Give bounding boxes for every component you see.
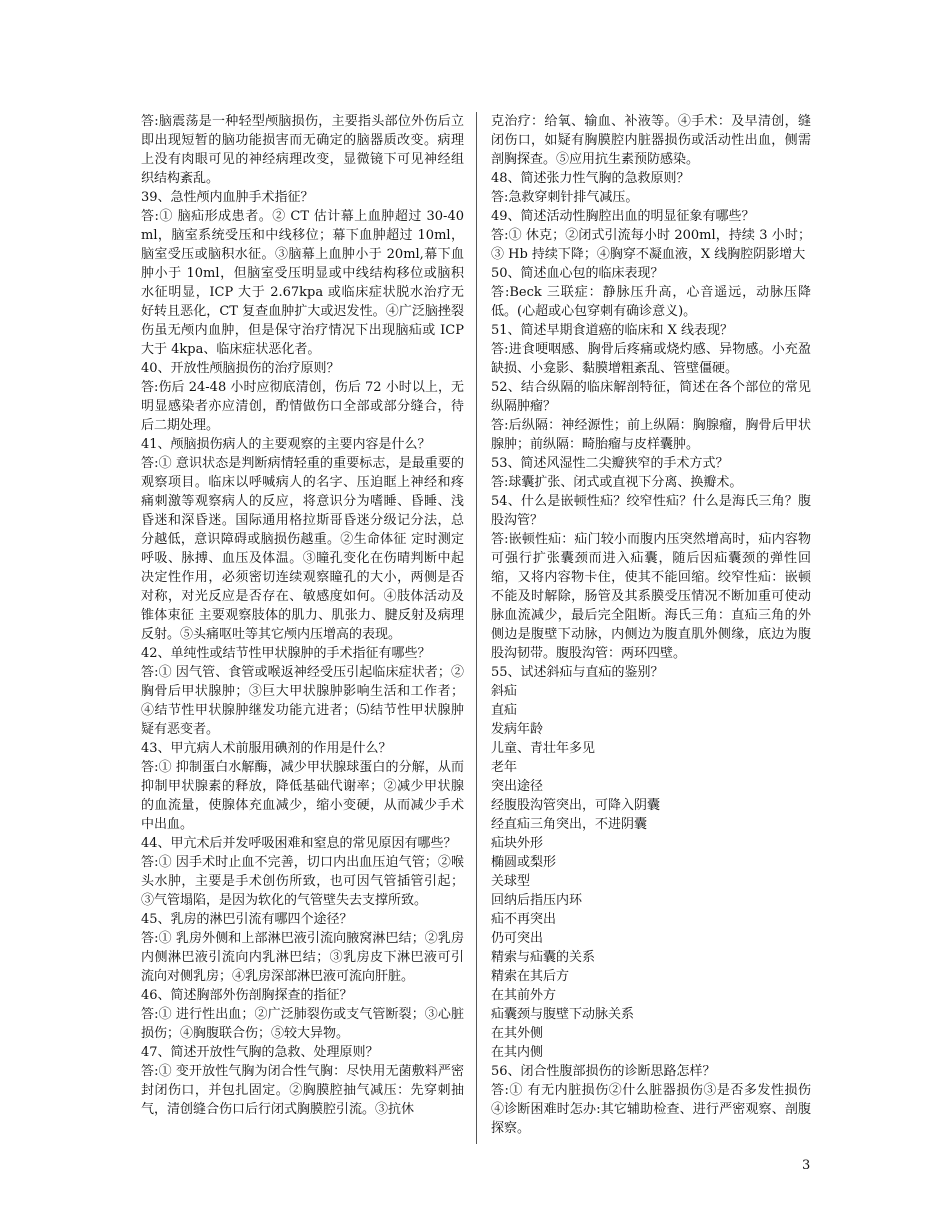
paragraph: 回纳后指压内环: [491, 893, 583, 908]
paragraph: 45、乳房的淋巴引流有哪四个途径？: [141, 912, 353, 927]
paragraph: 答:急救穿刺针排气减压。: [491, 190, 639, 205]
paragraph: 答:嵌顿性疝：疝门较小而腹内压突然增高时，疝内容物可强行扩张囊颈而进入疝囊，随后因疝囊颈的弹性回缩，又将内容物卡住，使其不能回缩。绞窄性疝：嵌顿不能及时解除，肠管及其系膜受压情况不断加重可使动脉血流减少，最后完全阻断。海氏三角：直疝三角的外侧边是腹壁下动脉，内侧边为腹直肌外侧缘，底边为腹股沟韧带。腹股沟管：两环四壁。: [491, 532, 811, 661]
paragraph: 49、简述活动性胸腔出血的明显征象有哪些？: [491, 209, 755, 224]
paragraph: 突出途径: [491, 779, 544, 794]
paragraph: 46、简述胸部外伤剖胸探查的指征？: [141, 988, 353, 1003]
paragraph: 39、急性颅内血肿手术指征？: [141, 190, 314, 205]
paragraph: 答:Beck 三联症：静脉压升高，心音遥远，动脉压降低。(心超或心包穿刺有确诊意义)。: [491, 285, 811, 319]
paragraph: 52、结合纵隔的临床解剖特征，简述在各个部位的常见纵隔肿瘤？: [491, 380, 811, 414]
paragraph: 答:① 变开放性气胸为闭合性气胸：尽快用无菌敷料严密封闭伤口，并包扎固定。②胸膜腔抽气减压：先穿刺抽气，清创缝合伤口后行闭式胸膜腔引流。③抗休: [141, 1064, 464, 1117]
paragraph: 精索与疝囊的关系: [491, 950, 596, 965]
paragraph: 40、开放性颅脑损伤的治疗原则？: [141, 361, 340, 376]
paragraph: 47、简述开放性气胸的急救、处理原则？: [141, 1045, 379, 1060]
paragraph: 关球型: [491, 874, 531, 889]
paragraph: 答:球囊扩张、闭式或直视下分离、换瓣术。: [491, 475, 743, 490]
paragraph: 答:① 抑制蛋白水解酶，减少甲状腺球蛋白的分解，从而抑制甲状腺素的释放，降低基础代谢率；②减少甲状腺的血流量，使腺体充血减少，缩小变硬，从而减少手术中出血。: [141, 760, 464, 832]
paragraph: 疝囊颈与腹壁下动脉关系: [491, 1007, 635, 1022]
paragraph: 答:① 进行性出血；②广泛肺裂伤或支气管断裂；③心脏损伤；④胸腹联合伤；⑤较大异物。: [141, 1007, 464, 1041]
paragraph: 55、试述斜疝与直疝的鉴别？: [491, 665, 664, 680]
paragraph: 50、简述血心包的临床表现？: [491, 266, 664, 281]
paragraph: 51、简述早期食道癌的临床和 X 线表现？: [491, 323, 734, 338]
column-divider: [476, 112, 477, 1144]
paragraph: 41、颅脑损伤病人的主要观察的主要内容是什么？: [141, 437, 431, 452]
paragraph: 43、甲亢病人术前服用碘剂的作用是什么？: [141, 741, 392, 756]
paragraph: 答:① 乳房外侧和上部淋巴液引流向腋窝淋巴结；②乳房内侧淋巴液引流向内乳淋巴结；③乳房皮下淋巴液可引流向对侧乳房；④乳房深部淋巴液可流向肝脏。: [141, 931, 464, 984]
paragraph: 答:① 因手术时止血不完善，切口内出血压迫气管；②喉头水肿，主要是手术创伤所致，也可因气管插管引起；③气管塌陷，是因为软化的气管壁失去支撑所致。: [141, 855, 464, 908]
paragraph: 椭圆或梨形: [491, 855, 557, 870]
paragraph: 答:① 有无内脏损伤②什么脏器损伤③是否多发性损伤④诊断困难时怎办:其它辅助检查、进行严密观察、剖腹探察。: [491, 1083, 811, 1136]
left-column: [141, 112, 464, 1119]
paragraph: 克治疗：给氧、输血、补液等。④手术：及早清创，缝闭伤口，如疑有胸膜腔内脏器损伤或活动性出血，侧需剖胸探查。⑤应用抗生素预防感染。: [491, 114, 811, 167]
paragraph: 经直疝三角突出，不进阴囊: [491, 817, 648, 832]
paragraph: 疝块外形: [491, 836, 544, 851]
paragraph: 答:① 脑疝形成患者。② CT 估计幕上血肿超过 30-40ml，脑室系统受压和中线移位；幕下血肿超过 10ml，脑室受压或脑积水征。③脑幕上血肿小于 20ml,幕下血肿小于 10ml，但脑室受压明显或中线结构移位或脑积水征明显，ICP 大于 2.67kpa 或临床症状脱水治疗无好转且恶化，CT 复查血肿扩大或迟发性。④广泛脑挫裂伤虽无颅内血肿，但是保守治疗情况下出现脑疝或 ICP 大于 4kpa、临床症状恶化者。: [141, 209, 464, 357]
paragraph: 在其内侧: [491, 1045, 544, 1060]
paragraph: 答:① 休克；②闭式引流每小时 200ml，持续 3 小时；③ Hb 持续下降；④胸穿不凝血液，X 线胸腔阴影增大: [491, 228, 811, 262]
paragraph: 答:① 因气管、食管或喉返神经受压引起临床症状者；②胸骨后甲状腺肿；③巨大甲状腺肿影响生活和工作者；④结节性甲状腺肿继发功能亢进者；⑸结节性甲状腺肿疑有恶变者。: [141, 665, 464, 737]
paragraph: 53、简述风湿性二尖瓣狭窄的手术方式？: [491, 456, 729, 471]
paragraph: 疝不再突出: [491, 912, 557, 927]
paragraph: 斜疝: [491, 684, 518, 699]
paragraph: 仍可突出: [491, 931, 544, 946]
paragraph: 42、单纯性或结节性甲状腺肿的手术指征有哪些？: [141, 646, 431, 661]
paragraph: 儿童、青壮年多见: [491, 741, 596, 756]
page-number: 3: [802, 1158, 811, 1173]
paragraph: 答:脑震荡是一种轻型颅脑损伤，主要指头部位外伤后立即出现短暂的脑功能损害而无确定的脑器质改变。病理上没有肉眼可见的神经病理改变，显微镜下可见神经组织结构紊乱。: [141, 114, 464, 186]
paragraph: 老年: [491, 760, 518, 775]
paragraph: 经腹股沟管突出，可降入阴囊: [491, 798, 661, 813]
paragraph: 答:后纵隔：神经源性；前上纵隔：胸腺瘤，胸骨后甲状腺肿；前纵隔：畸胎瘤与皮样囊肿。: [491, 418, 811, 452]
paragraph: 44、甲亢术后并发呼吸困难和窒息的常见原因有哪些？: [141, 836, 457, 851]
right-column: [491, 112, 811, 1138]
paragraph: 54、什么是嵌顿性疝？绞窄性疝？什么是海氏三角？腹股沟管？: [491, 494, 811, 528]
paragraph: 精索在其后方: [491, 969, 570, 984]
paragraph: 在其前外方: [491, 988, 557, 1003]
paragraph: 发病年龄: [491, 722, 544, 737]
paragraph: 答:伤后 24-48 小时应彻底清创，伤后 72 小时以上，无明显感染者亦应清创，酌情做伤口全部或部分缝合，待后二期处理。: [141, 380, 464, 433]
paragraph: 答:① 意识状态是判断病情轻重的重要标志，是最重要的观察项目。临床以呼喊病人的名字、压迫眶上神经和疼痛刺激等观察病人的反应，将意识分为嗜睡、昏睡、浅昏迷和深昏迷。国际通用格拉斯哥昏迷分级记分法，总分越低，意识障碍或脑损伤越重。②生命体征 定时测定呼吸、脉搏、血压及体温。③瞳孔变化在伤晴判断中起决定性作用，必须密切连续观察瞳孔的大小，两侧是否对称，对光反应是否存在、敏感度如何。④肢体活动及锥体束征 主要观察肢体的肌力、肌张力、腱反射及病理反射。⑤头痛呕吐等其它颅内压增高的表现。: [141, 456, 464, 642]
paragraph: 在其外侧: [491, 1026, 544, 1041]
paragraph: 56、闭合性腹部损伤的诊断思路怎样？: [491, 1064, 716, 1079]
paragraph: 48、简述张力性气胸的急救原则？: [491, 171, 690, 186]
paragraph: 答:进食哽咽感、胸骨后疼痛或烧灼感、异物感。小充盈缺损、小龛影、黏膜增粗紊乱、管壁僵硬。: [491, 342, 811, 376]
paragraph: 直疝: [491, 703, 518, 718]
